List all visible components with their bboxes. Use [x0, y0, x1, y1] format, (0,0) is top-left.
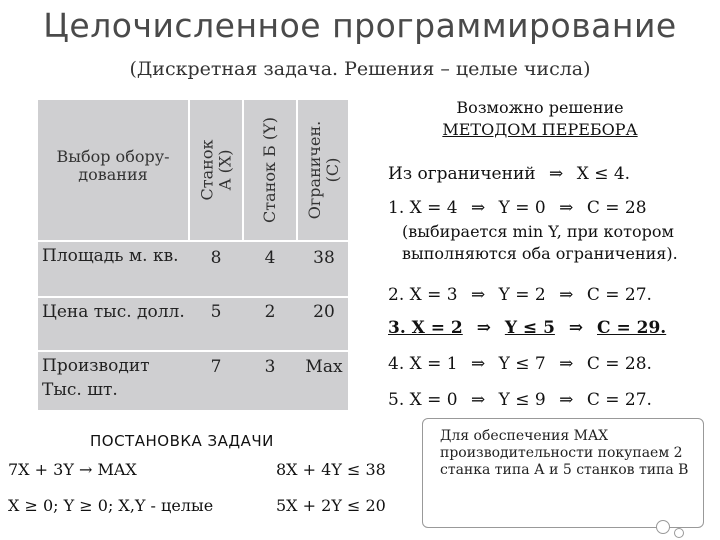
table-cell: 38: [313, 248, 335, 268]
price-constraint: 5X + 2Y ≤ 20: [276, 496, 386, 515]
row-label-area: Площадь м. кв.: [42, 246, 179, 266]
solution-y: Y = 2: [498, 285, 546, 305]
objective-function: 7X + 3Y → MAX: [8, 460, 137, 479]
solution1-note: выполняются оба ограничения).: [402, 244, 678, 263]
table-cell: 5: [210, 302, 222, 322]
table-divider: [38, 350, 348, 352]
formulation-heading: ПОСТАНОВКА ЗАДАЧИ: [90, 432, 274, 450]
solution-y: Y = 0: [498, 198, 546, 218]
table-cell: 20: [313, 302, 335, 322]
implies-icon: ⇒: [471, 198, 486, 218]
implies-icon: ⇒: [549, 164, 564, 184]
solution-row-best: [388, 318, 666, 338]
col-header-text: Станок Б (Y): [260, 117, 279, 223]
method-line1: Возможно решение: [456, 98, 624, 117]
implies-icon: ⇒: [559, 198, 574, 218]
solution-x: 1. X = 4: [388, 198, 458, 218]
solution-row: [388, 285, 652, 305]
table-cell: 3: [264, 357, 276, 377]
implies-icon: ⇒: [471, 354, 486, 374]
implies-icon: ⇒: [471, 285, 486, 305]
solution1-note: (выбирается min Y, при котором: [402, 222, 674, 241]
constraint-note: [388, 164, 630, 184]
table-cell: 7: [210, 357, 222, 377]
solution-c: C = 28: [586, 198, 647, 218]
table-cell: 8: [210, 248, 222, 268]
table-cell: 2: [264, 302, 276, 322]
implies-icon: ⇒: [559, 390, 574, 410]
solution-c: C = 27.: [586, 390, 652, 410]
solution-y: Y ≤ 5: [504, 318, 555, 338]
circle-icon: [656, 520, 670, 534]
implies-icon: ⇒: [559, 285, 574, 305]
method-line2: МЕТОДОМ ПЕРЕБОРА: [442, 120, 638, 139]
table-header-label: Выбор обору-дования: [56, 147, 170, 184]
implies-icon: ⇒: [471, 390, 486, 410]
implies-icon: ⇒: [476, 318, 491, 338]
table-divider: [38, 240, 348, 242]
solution-c: C = 27.: [586, 285, 652, 305]
constraint-result: X ≤ 4.: [576, 164, 631, 184]
solution-c: C = 29.: [597, 318, 667, 338]
equipment-table: [38, 100, 348, 410]
table-cell: Max: [305, 357, 343, 377]
row-label-price: Цена тыс. долл.: [42, 302, 185, 322]
row-label-productivity: Производит Тыс. шт.: [42, 356, 150, 400]
col-header-text: Ограничен. (C): [305, 120, 342, 220]
solution-row: [388, 354, 652, 374]
solution-row: [388, 198, 647, 218]
solution-y: Y ≤ 9: [498, 390, 546, 410]
solution-c: C = 28.: [586, 354, 652, 374]
conclusion-text: Для обеспечения MAX производительности покупаем 2 станка типа А и 5 станков типа В: [440, 428, 689, 478]
page-subtitle: (Дискретная задача. Решения – целые числа): [129, 58, 591, 80]
col-header-text: Станок А (X): [197, 139, 234, 201]
nonneg-constraints: X ≥ 0; Y ≥ 0; X,Y - целые: [8, 496, 214, 515]
page-title: Целочисленное программирование: [43, 6, 677, 45]
solution-x: 3. X = 2: [388, 318, 463, 338]
circle-icon: [674, 528, 684, 538]
solution-x: 2. X = 3: [388, 285, 458, 305]
table-divider: [38, 296, 348, 298]
constraint-prefix: Из ограничений: [388, 164, 536, 184]
solution-x: 5. X = 0: [388, 390, 458, 410]
solution-y: Y ≤ 7: [498, 354, 546, 374]
solution-row: [388, 390, 652, 410]
table-cell: 4: [264, 248, 276, 268]
implies-icon: ⇒: [559, 354, 574, 374]
implies-icon: ⇒: [568, 318, 584, 338]
solution-x: 4. X = 1: [388, 354, 458, 374]
area-constraint: 8X + 4Y ≤ 38: [276, 460, 386, 479]
